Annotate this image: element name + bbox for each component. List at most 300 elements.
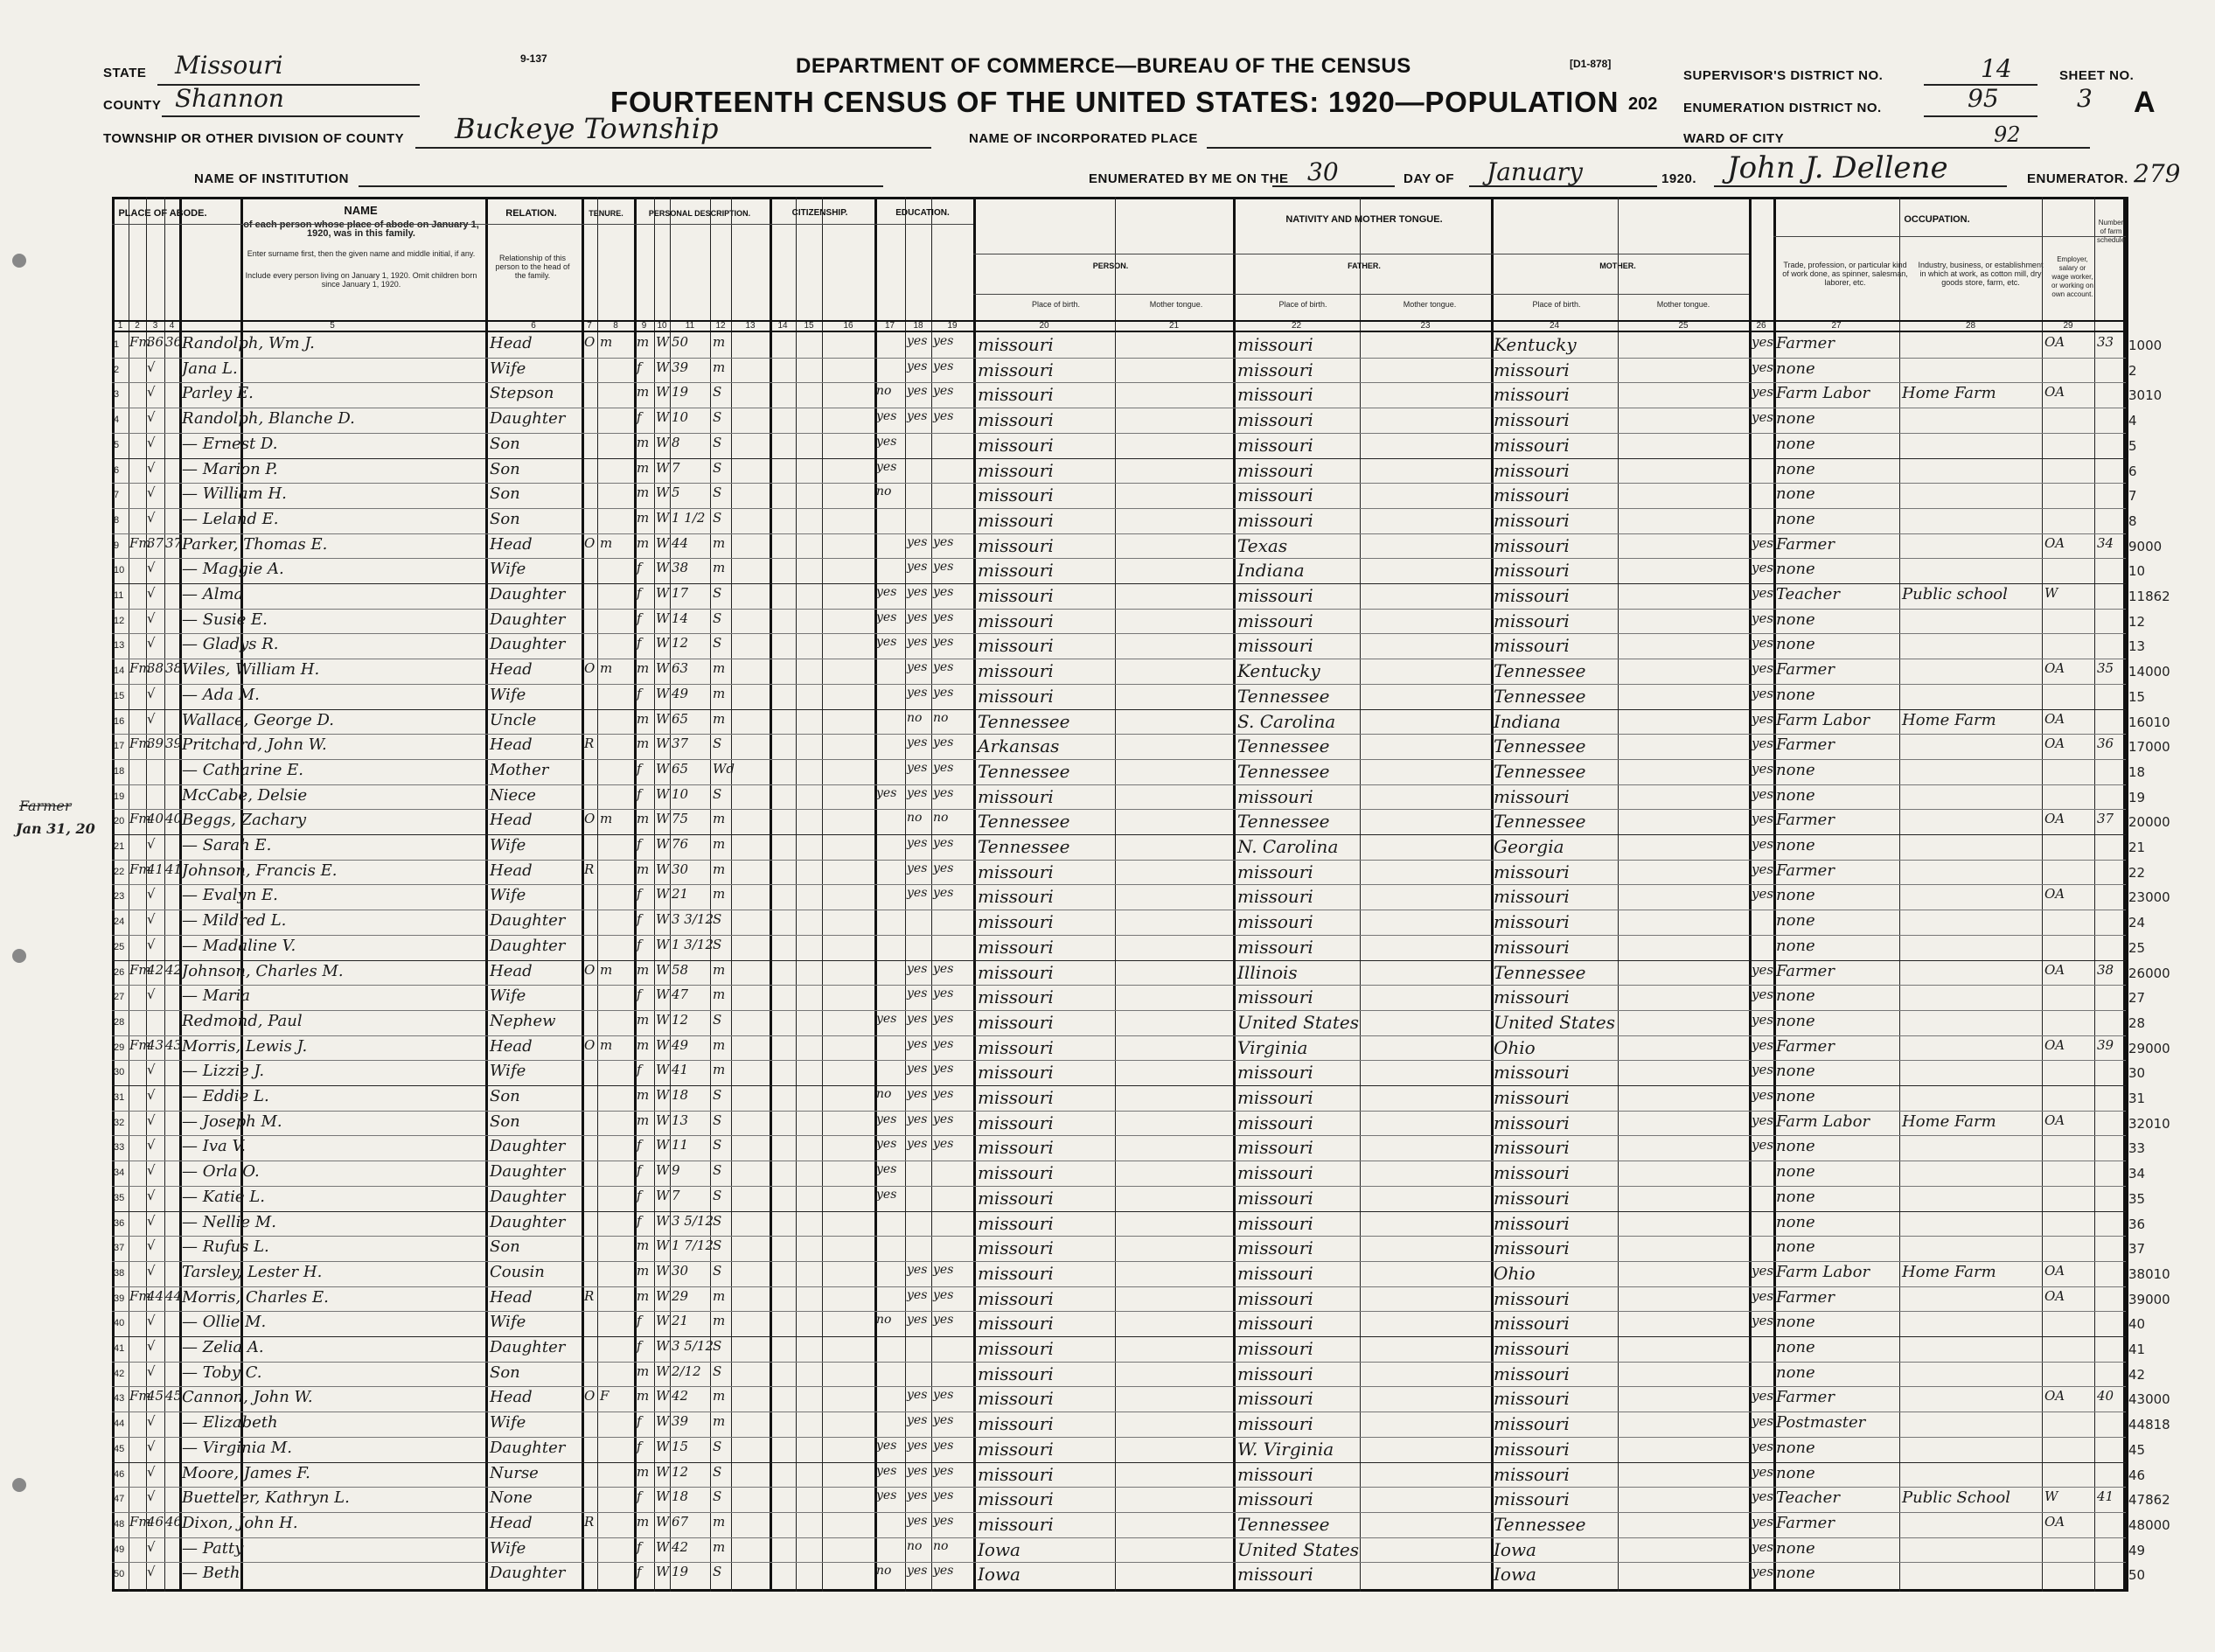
cell-dwelling: 36 bbox=[147, 334, 164, 350]
right-margin-number: 12 bbox=[2128, 613, 2146, 630]
cell-fbirth: N. Carolina bbox=[1237, 836, 1339, 857]
row-rule bbox=[112, 1111, 2126, 1112]
cell-sex: m bbox=[637, 534, 650, 551]
cell-read: yes bbox=[907, 1564, 928, 1579]
cell-line: 5 bbox=[114, 439, 120, 450]
cell-read: yes bbox=[907, 685, 928, 700]
cell-age: 21 bbox=[672, 886, 689, 903]
occupation-heading: OCCUPATION. bbox=[1904, 214, 1970, 225]
cell-marital: m bbox=[713, 334, 726, 350]
row-rule bbox=[112, 1060, 2126, 1061]
cell-marital: S bbox=[713, 610, 722, 626]
cell-dwelling: 40 bbox=[147, 811, 164, 827]
cell-trade: Farm Labor bbox=[1776, 384, 1870, 403]
cell-read: yes bbox=[907, 1463, 928, 1478]
mother-birth-subhead: Place of birth. bbox=[1532, 300, 1581, 309]
cell-english: yes bbox=[1752, 760, 1774, 777]
cell-mbirth: missouri bbox=[1494, 1363, 1570, 1384]
cell-dwelling: √ bbox=[147, 1313, 156, 1329]
cell-relation: Son bbox=[490, 509, 520, 528]
cell-dwelling: √ bbox=[147, 1062, 156, 1078]
cell-relation: Head bbox=[490, 1513, 533, 1532]
cell-race: W bbox=[656, 560, 670, 576]
cell-birth: missouri bbox=[978, 1162, 1054, 1184]
column-number: 14 bbox=[777, 321, 788, 331]
cell-age: 5 bbox=[672, 484, 680, 501]
sheet-value: 3 bbox=[2077, 84, 2093, 113]
cell-mbirth: missouri bbox=[1494, 610, 1570, 631]
cell-read: yes bbox=[907, 384, 928, 399]
cell-race: W bbox=[656, 735, 670, 752]
cell-age: 30 bbox=[672, 1262, 689, 1279]
cell-fbirth: missouri bbox=[1237, 409, 1313, 431]
column-number: 12 bbox=[715, 321, 726, 331]
cell-relation: Nephew bbox=[490, 1011, 556, 1030]
column-number: 25 bbox=[1678, 321, 1689, 331]
cell-sex: f bbox=[637, 610, 642, 626]
cell-birth: missouri bbox=[978, 1413, 1054, 1435]
table-row bbox=[0, 1512, 2215, 1537]
cell-tenure: O bbox=[584, 811, 596, 827]
cell-race: W bbox=[656, 1538, 670, 1555]
cell-school: yes bbox=[876, 1112, 897, 1126]
cell-dwelling: √ bbox=[147, 1363, 156, 1379]
cell-family: 39 bbox=[165, 735, 183, 752]
right-margin-number: 24 bbox=[2128, 915, 2146, 931]
cell-english: yes bbox=[1752, 1112, 1774, 1128]
personal-heading: PERSONAL DESCRIPTION. bbox=[648, 209, 751, 218]
cell-trade: none bbox=[1776, 1363, 1815, 1382]
cell-tenure: O bbox=[584, 961, 596, 978]
table-row bbox=[0, 508, 2215, 533]
cell-dwelling: √ bbox=[147, 1564, 156, 1580]
right-margin-number: 22 bbox=[2128, 864, 2146, 881]
cell-mbirth: missouri bbox=[1494, 1112, 1570, 1133]
right-margin-number: 14000 bbox=[2128, 664, 2170, 680]
nativity-heading: NATIVITY AND MOTHER TONGUE. bbox=[1285, 214, 1443, 225]
column-number: 8 bbox=[613, 321, 618, 331]
row-rule bbox=[112, 1336, 2126, 1337]
cell-read: yes bbox=[907, 1011, 928, 1026]
cell-mbirth: missouri bbox=[1494, 1062, 1570, 1084]
cell-tenure: O bbox=[584, 534, 596, 551]
cell-write: yes bbox=[933, 585, 954, 599]
table-row bbox=[0, 1311, 2215, 1335]
cell-mbirth: missouri bbox=[1494, 1237, 1570, 1259]
cell-line: 33 bbox=[114, 1142, 125, 1154]
cell-line: 18 bbox=[114, 765, 125, 777]
cell-marital: S bbox=[713, 1087, 722, 1103]
cell-age: 42 bbox=[672, 1538, 689, 1555]
cell-age: 17 bbox=[672, 585, 689, 601]
cell-mbirth: missouri bbox=[1494, 1313, 1570, 1335]
cell-relation: Wife bbox=[490, 886, 526, 905]
cell-line: 1 bbox=[114, 339, 120, 350]
cell-marital: m bbox=[713, 1413, 726, 1430]
cell-name: Moore, James F. bbox=[182, 1463, 310, 1482]
cell-race: W bbox=[656, 1137, 670, 1154]
cell-write: yes bbox=[933, 735, 954, 750]
cell-mbirth: missouri bbox=[1494, 560, 1570, 582]
cell-dwelling: √ bbox=[147, 1212, 156, 1229]
cell-race: W bbox=[656, 484, 670, 501]
cell-read: yes bbox=[907, 1513, 928, 1528]
right-margin-number: 17000 bbox=[2128, 739, 2170, 756]
cell-relation: Mother bbox=[490, 760, 549, 779]
cell-race: W bbox=[656, 359, 670, 375]
cell-line: 29 bbox=[114, 1042, 125, 1053]
cell-marital: m bbox=[713, 560, 726, 576]
citizenship-heading: CITIZENSHIP. bbox=[791, 208, 848, 218]
cell-race: W bbox=[656, 1036, 670, 1053]
cell-marital: Wd bbox=[713, 760, 735, 777]
cell-write: yes bbox=[933, 961, 954, 976]
cell-sex: m bbox=[637, 1237, 650, 1254]
cell-marital: S bbox=[713, 1488, 722, 1505]
cell-race: W bbox=[656, 961, 670, 978]
cell-write: yes bbox=[933, 785, 954, 800]
table-row bbox=[0, 960, 2215, 985]
row-rule bbox=[112, 809, 2126, 810]
cell-industry: Home Farm bbox=[1902, 384, 1996, 403]
cell-birth: missouri bbox=[978, 459, 1054, 481]
cell-relation: Head bbox=[490, 334, 533, 352]
cell-birth: missouri bbox=[978, 660, 1054, 682]
cell-trade: none bbox=[1776, 459, 1815, 478]
cell-mortgage: m bbox=[600, 961, 613, 978]
cell-birth: missouri bbox=[978, 409, 1054, 431]
cell-write: yes bbox=[933, 1564, 954, 1579]
cell-dwelling: √ bbox=[147, 1262, 156, 1279]
cell-write: yes bbox=[933, 1011, 954, 1026]
cell-dwelling: √ bbox=[147, 610, 156, 626]
cell-relation: Head bbox=[490, 1036, 533, 1056]
cell-dwelling: 44 bbox=[147, 1287, 164, 1304]
table-row bbox=[0, 558, 2215, 582]
cell-race: W bbox=[656, 409, 670, 426]
relation-heading: RELATION. bbox=[505, 208, 557, 219]
cell-race: W bbox=[656, 1513, 670, 1530]
cell-race: W bbox=[656, 1463, 670, 1480]
table-row bbox=[0, 659, 2215, 683]
table-row bbox=[0, 884, 2215, 909]
cell-marital: S bbox=[713, 785, 722, 802]
cell-industry: Home Farm bbox=[1902, 1112, 1996, 1131]
row-rule bbox=[112, 558, 2126, 559]
cell-trade: none bbox=[1776, 1187, 1815, 1206]
cell-name: Tarsley, Lester H. bbox=[182, 1262, 323, 1281]
cell-trade: Farmer bbox=[1776, 1036, 1835, 1056]
cell-marital: m bbox=[713, 685, 726, 701]
right-margin-number: 43000 bbox=[2128, 1391, 2170, 1408]
cell-street: Fm bbox=[129, 1388, 151, 1405]
cell-trade: Farm Labor bbox=[1776, 1112, 1870, 1131]
cell-sex: f bbox=[637, 1187, 642, 1203]
column-number: 5 bbox=[330, 321, 335, 331]
cell-name: — Maggie A. bbox=[182, 560, 284, 579]
cell-race: W bbox=[656, 635, 670, 652]
cell-dwelling: 43 bbox=[147, 1036, 164, 1053]
cell-name: Randolph, Wm J. bbox=[182, 334, 315, 352]
cell-sex: f bbox=[637, 986, 642, 1003]
cell-trade: none bbox=[1776, 1538, 1815, 1558]
table-row bbox=[0, 809, 2215, 833]
cell-write: yes bbox=[933, 534, 954, 549]
cell-school: no bbox=[876, 1087, 892, 1101]
cell-fbirth: missouri bbox=[1237, 1488, 1313, 1510]
cell-name: — Ada M. bbox=[182, 685, 260, 704]
cell-trade: Farm Labor bbox=[1776, 710, 1870, 729]
cell-english: yes bbox=[1752, 710, 1774, 727]
cell-name: — Orla O. bbox=[182, 1162, 260, 1181]
cell-fbirth: missouri bbox=[1237, 384, 1313, 406]
cell-age: 44 bbox=[672, 534, 689, 551]
cell-emp: OA bbox=[2044, 1513, 2065, 1530]
cell-name: Morris, Lewis J. bbox=[182, 1036, 308, 1056]
cell-name: — Sarah E. bbox=[182, 836, 272, 854]
cell-fbirth: missouri bbox=[1237, 1112, 1313, 1133]
cell-race: W bbox=[656, 1413, 670, 1430]
cell-fbirth: missouri bbox=[1237, 1162, 1313, 1184]
column-number: 16 bbox=[843, 321, 853, 331]
cell-tenure: R bbox=[584, 861, 595, 877]
column-number: 3 bbox=[152, 321, 158, 331]
cell-english: yes bbox=[1752, 986, 1774, 1003]
enumeration-prefix: 202 bbox=[1628, 94, 1658, 114]
table-row bbox=[0, 583, 2215, 608]
cell-emp: OA bbox=[2044, 710, 2065, 727]
cell-name: Parley E. bbox=[182, 384, 254, 403]
cell-english: yes bbox=[1752, 359, 1774, 375]
cell-marital: S bbox=[713, 1212, 722, 1229]
cell-line: 49 bbox=[114, 1544, 125, 1555]
cell-age: 67 bbox=[672, 1513, 689, 1530]
cell-english: yes bbox=[1752, 861, 1774, 877]
cell-age: 11 bbox=[672, 1137, 689, 1154]
cell-dwelling: √ bbox=[147, 484, 156, 501]
table-row bbox=[0, 1537, 2215, 1562]
cell-birth: missouri bbox=[978, 359, 1054, 380]
cell-age: 18 bbox=[672, 1488, 689, 1505]
cell-marital: S bbox=[713, 936, 722, 952]
row-rule bbox=[112, 1010, 2126, 1011]
sheet-label: SHEET NO. bbox=[2059, 68, 2135, 83]
table-row bbox=[0, 784, 2215, 809]
cell-relation: Wife bbox=[490, 560, 526, 579]
cell-english: yes bbox=[1752, 1087, 1774, 1103]
cell-mbirth: Tennessee bbox=[1494, 660, 1586, 682]
cell-birth: missouri bbox=[978, 936, 1054, 958]
cell-birth: missouri bbox=[978, 1338, 1054, 1359]
right-margin-number: 19 bbox=[2128, 789, 2146, 805]
cell-emp: OA bbox=[2044, 735, 2065, 752]
cell-read: no bbox=[907, 710, 923, 725]
row-rule bbox=[112, 985, 2126, 986]
cell-birth: missouri bbox=[978, 886, 1054, 908]
cell-race: W bbox=[656, 610, 670, 626]
cell-family: 43 bbox=[165, 1036, 183, 1053]
cell-english: yes bbox=[1752, 836, 1774, 852]
row-rule bbox=[112, 1537, 2126, 1538]
cell-trade: Farmer bbox=[1776, 1287, 1835, 1307]
cell-sex: m bbox=[637, 334, 650, 350]
cell-relation: Head bbox=[490, 861, 533, 880]
cell-school: yes bbox=[876, 1162, 897, 1177]
cell-mbirth: missouri bbox=[1494, 1087, 1570, 1108]
cell-write: yes bbox=[933, 1488, 954, 1503]
cell-trade: none bbox=[1776, 1137, 1815, 1156]
cell-marital: m bbox=[713, 1287, 726, 1304]
cell-marital: S bbox=[713, 1112, 722, 1128]
cell-age: 12 bbox=[672, 635, 689, 652]
cell-fbirth: missouri bbox=[1237, 359, 1313, 380]
cell-age: 39 bbox=[672, 359, 689, 375]
table-row bbox=[0, 533, 2215, 558]
cell-mbirth: missouri bbox=[1494, 585, 1570, 606]
right-margin-number: 30 bbox=[2128, 1065, 2146, 1082]
cell-age: 1 7/12 bbox=[672, 1237, 714, 1254]
row-rule bbox=[112, 1562, 2126, 1563]
cell-sex: m bbox=[637, 484, 650, 501]
row-rule bbox=[112, 960, 2126, 961]
cell-mbirth: missouri bbox=[1494, 936, 1570, 958]
cell-birth: missouri bbox=[978, 1513, 1054, 1535]
cell-fbirth: Tennessee bbox=[1237, 1513, 1330, 1535]
cell-race: W bbox=[656, 785, 670, 802]
cell-dwelling: √ bbox=[147, 1463, 156, 1480]
cell-relation: Daughter bbox=[490, 1187, 566, 1206]
cell-fbirth: United States bbox=[1237, 1538, 1359, 1560]
cell-marital: m bbox=[713, 1036, 726, 1053]
cell-line: 41 bbox=[114, 1343, 125, 1354]
cell-relation: Stepson bbox=[490, 384, 554, 403]
cell-name: Dixon, John H. bbox=[182, 1513, 298, 1532]
cell-trade: none bbox=[1776, 685, 1815, 704]
cell-write: yes bbox=[933, 861, 954, 875]
cell-english: yes bbox=[1752, 1488, 1774, 1505]
table-row bbox=[0, 1286, 2215, 1311]
cell-emp: OA bbox=[2044, 886, 2065, 903]
row-rule bbox=[112, 433, 2126, 434]
cell-school: yes bbox=[876, 635, 897, 650]
table-row bbox=[0, 1161, 2215, 1185]
cell-race: W bbox=[656, 585, 670, 601]
name-instruction-2: Include every person living on January 1, 1920. Omit children born since January 1, 1920. bbox=[245, 271, 477, 289]
cell-age: 42 bbox=[672, 1388, 689, 1405]
cell-dwelling: √ bbox=[147, 359, 156, 375]
cell-name: — Patty bbox=[182, 1538, 244, 1558]
cell-name: Beggs, Zachary bbox=[182, 811, 307, 830]
cell-relation: Head bbox=[490, 811, 533, 830]
cell-trade: none bbox=[1776, 1564, 1815, 1583]
cell-marital: m bbox=[713, 1538, 726, 1555]
cell-family: 36 bbox=[165, 334, 183, 350]
cell-fbirth: missouri bbox=[1237, 509, 1313, 531]
cell-farm: 40 bbox=[2097, 1388, 2114, 1405]
cell-line: 10 bbox=[114, 565, 125, 576]
cell-sex: m bbox=[637, 735, 650, 752]
cell-school: no bbox=[876, 1313, 892, 1328]
table-row bbox=[0, 1111, 2215, 1135]
cell-marital: m bbox=[713, 836, 726, 852]
row-rule bbox=[112, 784, 2126, 785]
cell-age: 14 bbox=[672, 610, 689, 626]
cell-relation: Son bbox=[490, 484, 520, 504]
cell-relation: Cousin bbox=[490, 1262, 545, 1281]
row-rule bbox=[112, 1211, 2126, 1212]
cell-english: yes bbox=[1752, 785, 1774, 802]
cell-age: 9 bbox=[672, 1162, 680, 1179]
right-margin-number: 25 bbox=[2128, 939, 2146, 956]
table-row bbox=[0, 759, 2215, 784]
cell-sex: m bbox=[637, 434, 650, 450]
cell-read: yes bbox=[907, 961, 928, 976]
cell-write: yes bbox=[933, 560, 954, 575]
cell-line: 26 bbox=[114, 966, 125, 978]
cell-write: yes bbox=[933, 1438, 954, 1453]
cell-dwelling: √ bbox=[147, 1087, 156, 1103]
cell-trade: none bbox=[1776, 610, 1815, 629]
cell-age: 39 bbox=[672, 1413, 689, 1430]
cell-sex: f bbox=[637, 1438, 642, 1454]
township-value: Buckeye Township bbox=[455, 112, 719, 145]
cell-trade: none bbox=[1776, 1162, 1815, 1181]
row-rule bbox=[112, 1437, 2126, 1438]
cell-line: 35 bbox=[114, 1192, 125, 1203]
cell-name: — Katie L. bbox=[182, 1187, 265, 1206]
cell-marital: S bbox=[713, 459, 722, 476]
cell-trade: none bbox=[1776, 1237, 1815, 1257]
table-row bbox=[0, 935, 2215, 959]
cell-birth: missouri bbox=[978, 560, 1054, 582]
enumeration-day: 30 bbox=[1307, 157, 1339, 186]
cell-sex: f bbox=[637, 785, 642, 802]
cell-read: yes bbox=[907, 1137, 928, 1152]
cell-family: 37 bbox=[165, 534, 183, 551]
margin-note-date: Jan 31, 20 bbox=[16, 820, 95, 837]
cell-marital: S bbox=[713, 911, 722, 928]
cell-relation: Daughter bbox=[490, 585, 566, 603]
cell-emp: OA bbox=[2044, 1287, 2065, 1304]
cell-mbirth: missouri bbox=[1494, 409, 1570, 431]
cell-race: W bbox=[656, 1564, 670, 1580]
supervisor-district-value: 14 bbox=[1981, 54, 2012, 83]
census-title: FOURTEENTH CENSUS OF THE UNITED STATES: 1920—POPULATION bbox=[610, 86, 1619, 118]
cell-relation: Daughter bbox=[490, 936, 566, 955]
cell-marital: m bbox=[713, 886, 726, 903]
cell-relation: Daughter bbox=[490, 1564, 566, 1583]
cell-english: yes bbox=[1752, 534, 1774, 551]
row-rule bbox=[112, 382, 2126, 383]
cell-birth: missouri bbox=[978, 610, 1054, 631]
cell-birth: missouri bbox=[978, 1438, 1054, 1460]
column-number: 11 bbox=[685, 321, 695, 331]
cell-sex: m bbox=[637, 1112, 650, 1128]
cell-read: yes bbox=[907, 986, 928, 1001]
cell-mbirth: United States bbox=[1494, 1011, 1615, 1033]
person-birth-subhead: Place of birth. bbox=[1031, 300, 1081, 309]
right-margin-number: 35 bbox=[2128, 1190, 2146, 1207]
margin-note-farmer: Farmer bbox=[19, 798, 72, 814]
cell-birth: missouri bbox=[978, 1363, 1054, 1384]
cell-birth: missouri bbox=[978, 1488, 1054, 1510]
cell-sex: f bbox=[637, 1564, 642, 1580]
cell-marital: S bbox=[713, 735, 722, 752]
cell-mbirth: missouri bbox=[1494, 459, 1570, 481]
cell-relation: Head bbox=[490, 1287, 533, 1307]
cell-mbirth: missouri bbox=[1494, 434, 1570, 456]
cell-mbirth: Tennessee bbox=[1494, 1513, 1586, 1535]
